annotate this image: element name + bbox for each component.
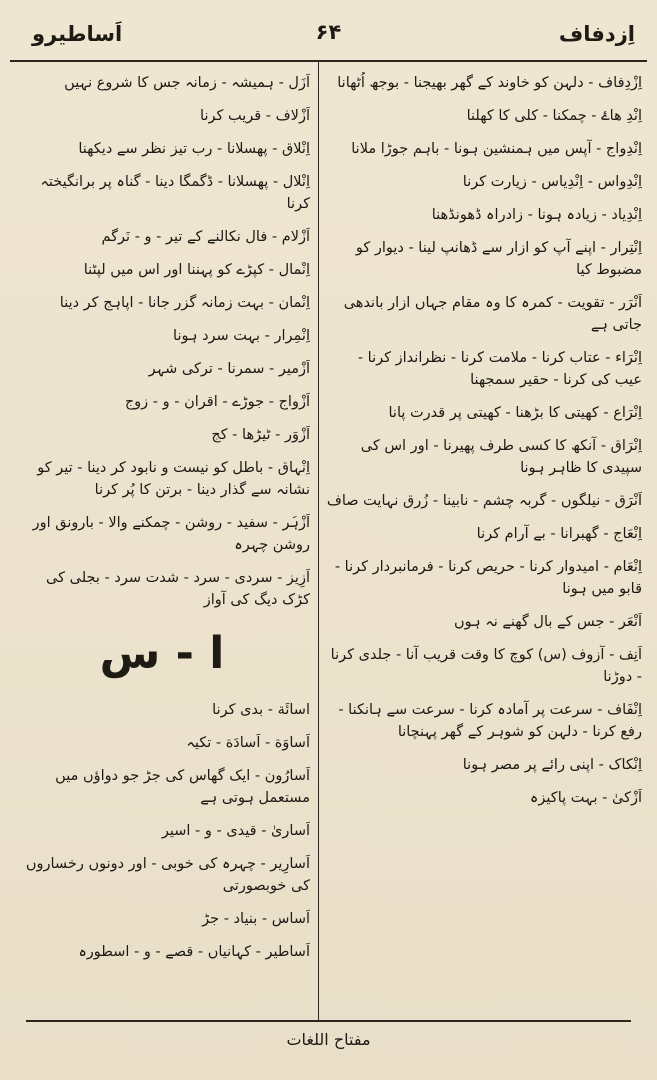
entry: اَساطیر - کہانیاں - قصے - و - اسطورہ <box>78 944 310 960</box>
left-column <box>14 72 310 1012</box>
header-left-title: اَساطیرو <box>32 22 123 46</box>
entry: اِنْدِیاد - زیادہ ہونا - زادراہ ڈھونڈھنا <box>431 207 642 223</box>
entry: اَزَل - ہمیشہ - زمانہ جس کا شروع نہیں <box>64 75 310 91</box>
entry: اِنْمان - بہت زمانہ گزر جانا - اپاہج کر دینا <box>59 295 310 311</box>
entry: اِنْمال - کپڑے کو پہننا اور اس میں لپٹنا <box>83 262 310 278</box>
entry: اَزْکیٰ - بہت پاکیزہ <box>529 790 642 806</box>
entry: اَنْرَر - تقویت - کمرہ کا وہ مقام جہاں ازار باندھی جاتی ہے <box>343 295 642 333</box>
entry: اَسارُون - ایک گھاس کی جڑ جو دواؤں میں مستعمل ہوتی ہے <box>55 768 310 806</box>
footer-rule <box>26 1020 631 1022</box>
entry: اَنِف - آزوف (س) کوچ کا وقت قریب آنا - جلدی کرنا - دوڑنا <box>330 647 642 685</box>
entry: اِنْعَاج - گھبرانا - بے آرام کرنا <box>476 526 642 542</box>
entry: اِنْلاق - پھسلانا - رب تیز نظر سے دیکھنا <box>78 141 310 157</box>
entry: اِنْعَام - امیدوار کرنا - حریص کرنا - فرمانبردار کرنا - قابو میں ہونا <box>334 559 642 597</box>
entry: اِنْمِرار - بہت سرد ہونا <box>173 328 310 344</box>
entry: اَزْوَر - ٹیڑھا - کج <box>211 427 310 443</box>
entry: اِنْلال - پھسلانا - ڈگمگا دینا - گناہ پر برانگیختہ کرنا <box>40 174 310 212</box>
entry: اِنْتِرار - اپنے آپ کو ازار سے ڈھانپ لینا - دیوار کو مضبوط کیا <box>355 240 642 278</box>
entry: اِنْکاک - اپنی رائے پر مصر ہونا <box>462 757 642 773</box>
section-heading: ا - س <box>99 628 225 679</box>
entry: اِنْدِواج - آپس میں ہمنشین ہونا - باہم جوڑا ملانا <box>351 141 642 157</box>
entry: اَزْواج - جوڑے - اقران - و - زوج <box>124 394 310 410</box>
entry: اَزْہَر - سفید - روشن - چمکنے والا - بارونق اور روشن چہرہ <box>32 515 310 553</box>
entry: اَزْلاف - قریب کرنا <box>200 108 310 124</box>
page-header <box>22 18 635 58</box>
entry: اِنْدِواس - اِنْدِیاس - زیارت کرنا <box>462 174 642 190</box>
entry: اَنْعَر - جس کے بال گھنے نہ ہوں <box>453 614 642 630</box>
page-footer: مفتاح اللغات <box>286 1030 371 1049</box>
entry: اَزْمیر - سمرنا - ترکی شہر <box>148 361 310 377</box>
header-rule <box>10 60 647 62</box>
entry: اِنْرَاق - آنکھ کا کسی طرف پھیرنا - اور اس کی سپیدی کا ظاہر ہونا <box>360 438 642 476</box>
entry: اَساوَة - اَسادَة - تکیہ <box>186 735 310 751</box>
entry: اسائَة - بدی کرنا <box>212 702 310 718</box>
entry: اِنْرَاع - کھیتی کا بڑھنا - کھیتی پر قدرت پانا <box>388 405 642 421</box>
right-column <box>326 72 642 1012</box>
entry: اَزِیز - سردی - سرد - شدت سرد - بجلی کی کڑک دیگ کی آواز <box>46 570 310 608</box>
entry: اِنْفَاف - سرعت پر آمادہ کرنا - سرعت سے ہانکنا - رفع کرنا - دلہن کو شوہر کے گھر پہنچانا <box>338 702 642 740</box>
entry: اِنْدِ ھاۓ - چمکنا - کلی کا کھلنا <box>466 108 642 124</box>
entry: اَنْرَق - نیلگوں - گربہ چشم - نابینا - زُرق نہایت صاف <box>326 493 642 509</box>
entry: اِنْہاق - باطل کو نیست و نابود کر دینا - تیر کو نشانہ سے گذار دینا - برتن کا پُر کرنا <box>37 460 310 498</box>
entry: اَزْلام - فال نکالنے کے تیر - و - نَرگم <box>101 229 310 245</box>
entry: اَساس - بنیاد - جڑ <box>202 911 310 927</box>
page-number: ۶۴ <box>315 20 342 44</box>
header-right-title: اِزدفاف <box>558 22 635 46</box>
entry: اَساریٰ - قیدی - و - اسیر <box>161 823 310 839</box>
entry: اِزْدِفاف - دلہن کو خاوند کے گھر بھیجنا - بوجھ اُٹھانا <box>337 75 642 91</box>
column-divider <box>318 62 319 1020</box>
entry: اِنْرَاء - عتاب کرنا - ملامت کرنا - نظرانداز کرنا - عیب کی کرنا - حقیر سمجھنا <box>357 350 642 388</box>
entry: اَسارِیر - چہرہ کی خوبی - اور دونوں رخساروں کی خوبصورتی <box>25 856 310 894</box>
